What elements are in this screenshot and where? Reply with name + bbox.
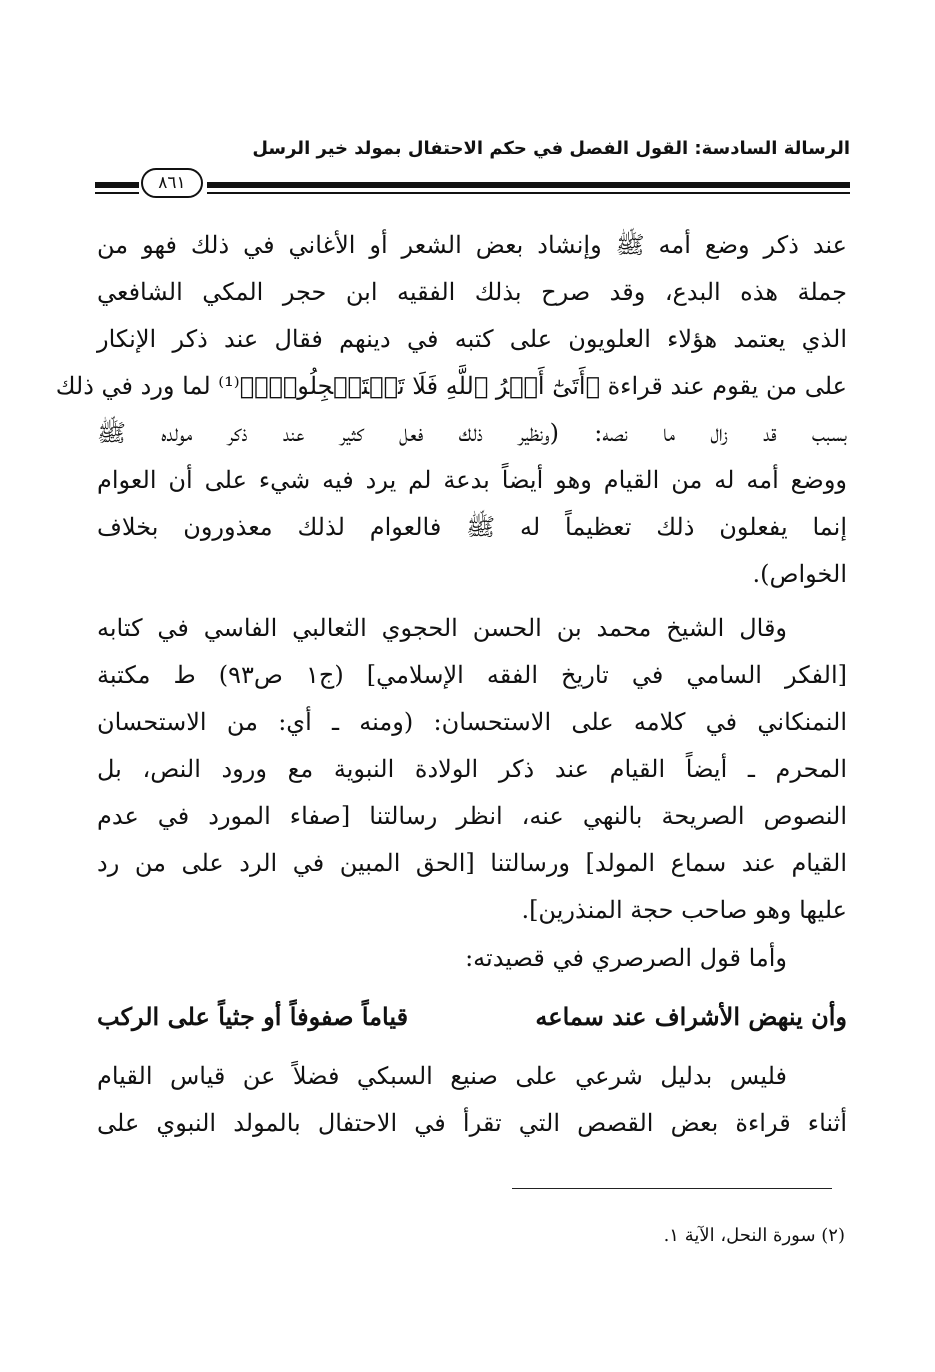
text-line: عند ذكر وضع أمه ﷺ وإنشاد بعض الشعر أو الأغاني في ذلك فهو من [97, 231, 847, 259]
text-line: القيام عند سماع المولد] ورسالتنا [الحق المبين في الرد على من رد [97, 849, 847, 877]
text-line: عليها وهو صاحب حجة المنذرين]. [521, 896, 847, 924]
poetry-verse [97, 993, 847, 1040]
header-rule-left-thick [95, 182, 139, 188]
page-number-badge: ٨٦١ [141, 168, 203, 198]
text-line: جملة هذه البدع، وقد صرح بذلك الفقيه ابن حجر المكي الشافعي [97, 278, 847, 306]
paragraph-3 [97, 935, 847, 982]
text-line: ووضع أمه له من القيام وهو أيضاً بدعة لم يرد فيه شيء على أن العوام [97, 466, 847, 494]
footnote: (٢) سورة النحل، الآية ١. [663, 1225, 845, 1246]
header-rule-left-thin [95, 192, 139, 194]
header-rule-right-thin [207, 192, 850, 194]
text-line: الذي يعتمد هؤلاء العلويون على كتبه في دينهم فقال عند ذكر الإنكار [97, 325, 847, 353]
paragraph-1 [55, 222, 847, 598]
text-line: بسبب قد زال ما نصه: (ونظير ذلك فعل كثير عند ذكر مولده ﷺ [97, 419, 847, 447]
text-line: وأما قول الصرصري في قصيدته: [465, 944, 787, 972]
text-line: فليس بدليل شرعي على صنيع السبكي فضلاً عن قياس القيام [97, 1062, 787, 1090]
header-rule-right-thick [207, 182, 850, 188]
text-line: وقال الشيخ محمد بن الحسن الحجوي الثعالبي الفاسي في كتابه [97, 614, 787, 642]
text-line: إنما يفعلون ذلك تعظيماً له ﷺ فالعوام لذلك معذورون بخلاف [97, 513, 847, 541]
footnote-separator [512, 1188, 832, 1189]
text-line: النمنكاني في كلامه على الاستحسان: (ومنه ـ أي: من الاستحسان [97, 708, 847, 736]
text-line: أثناء قراءة بعض القصص التي تقرأ في الاحتفال بالمولد النبوي على [97, 1109, 847, 1137]
verse-second-hemistich: قياماً صفوفاً أو جثياً على الركب [97, 1002, 409, 1031]
running-header-title: الرسالة السادسة: القول الفصل في حكم الاحتفال بمولد خير الرسل [252, 138, 850, 159]
text-line: على من يقوم عند قراءة ﴿أَتَىٰٓ أَمۡرُ ٱللَّهِ فَلَا تَسۡتَعۡجِلُوهُۚ﴾⁽¹⁾ لما ورد في ذلك [55, 372, 847, 400]
text-line: النصوص الصريحة بالنهي عنه، انظر رسالتنا [صفاء المورد في عدم [97, 802, 847, 830]
text-line: [الفكر السامي في تاريخ الفقه الإسلامي] (ج١ ص٩٣) ط مكتبة [97, 661, 847, 689]
text-line: الخواص). [752, 560, 847, 588]
paragraph-2 [97, 605, 847, 934]
header-rule [95, 168, 850, 202]
text-line: المحرم ـ أيضاً القيام عند ذكر الولادة النبوية مع ورود النص، بل [97, 755, 847, 783]
verse-first-hemistich: وأن ينهض الأشراف عند سماعه [535, 1002, 847, 1031]
paragraph-4 [97, 1053, 847, 1147]
